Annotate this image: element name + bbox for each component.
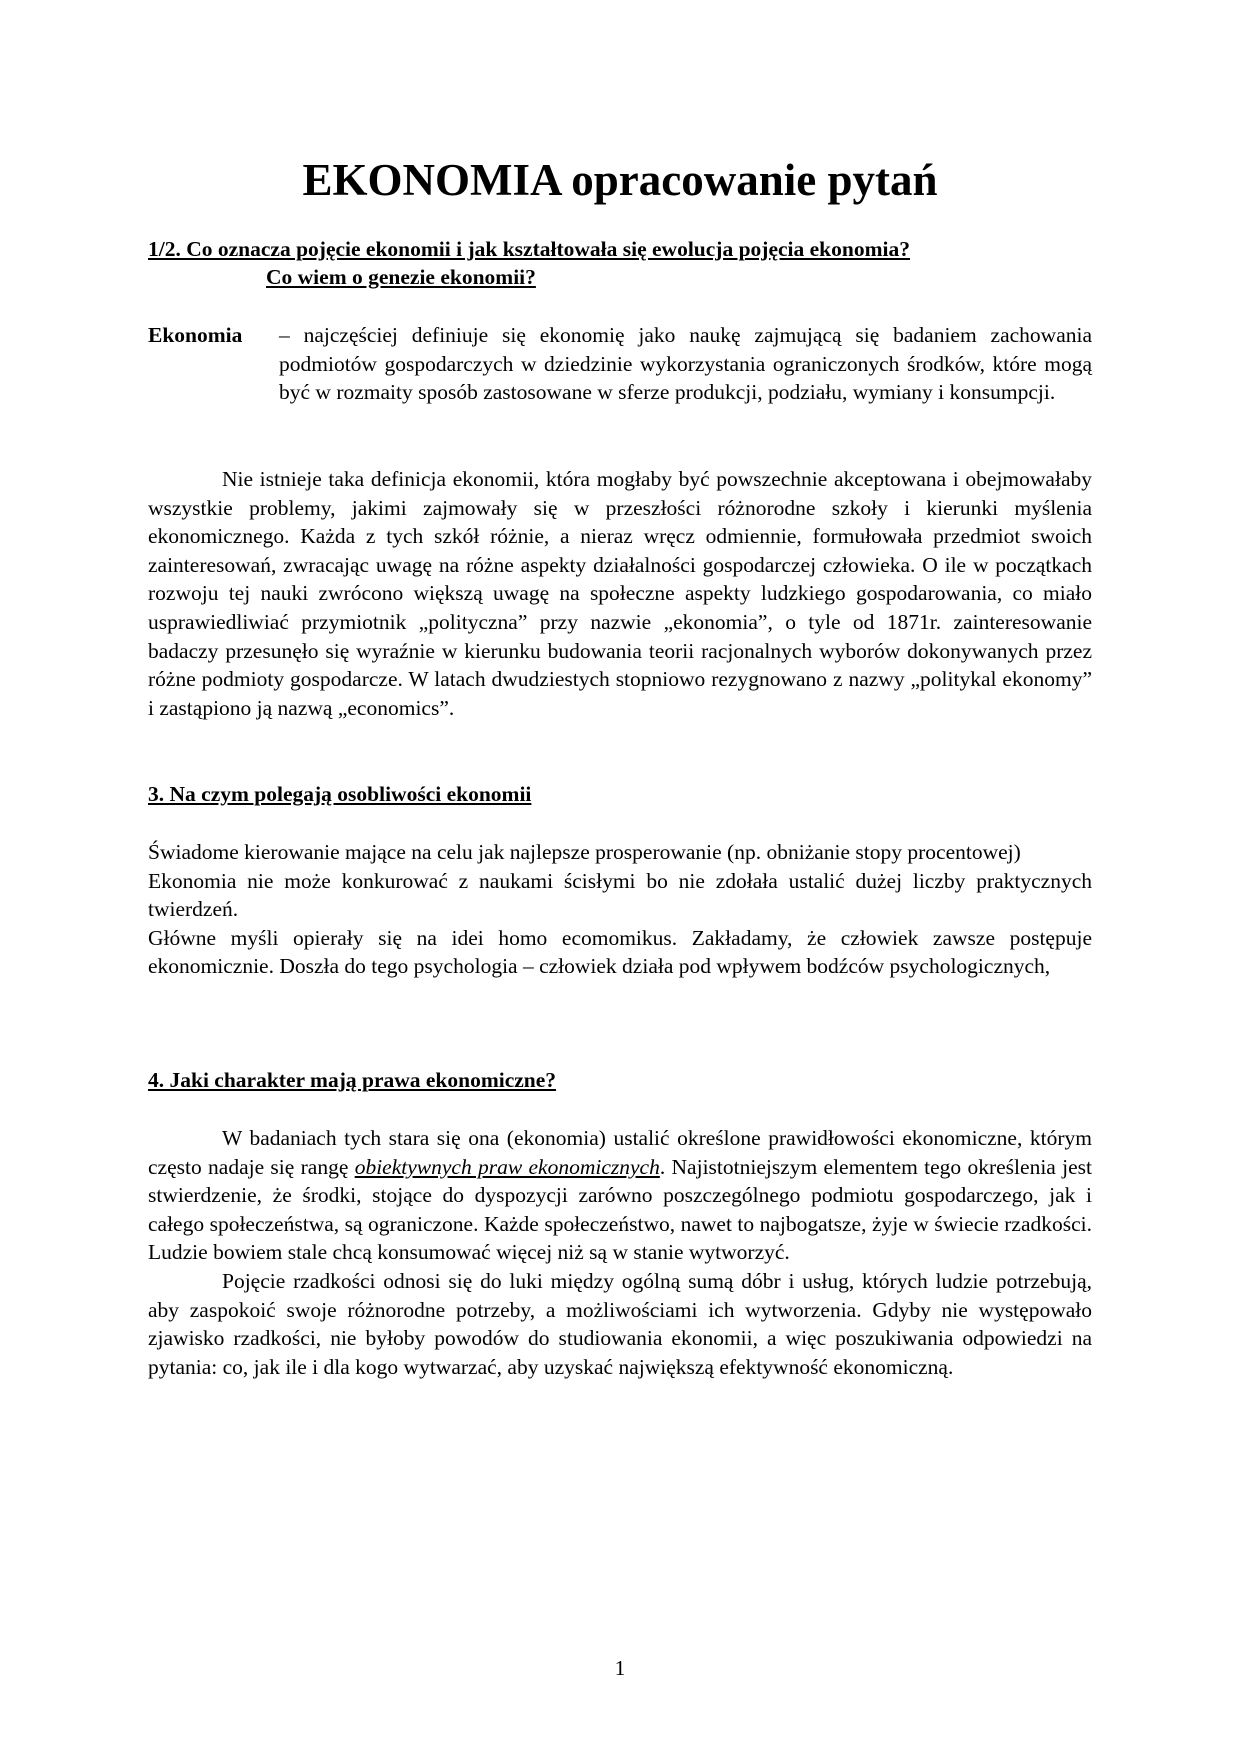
page-number: 1 [614,1656,626,1680]
section-heading-1-2-line1: 1/2. Co oznacza pojęcie ekonomii i jak kształtowała się ewolucja pojęcia ekonomia? [148,237,910,261]
page-title: EKONOMIA opracowanie pytań [302,155,938,205]
section-heading-3: 3. Na czym polegają osobliwości ekonomii [148,782,532,806]
section-heading-4: 4. Jaki charakter mają prawa ekonomiczne? [148,1068,557,1092]
section-3-text [148,838,1092,981]
objective-laws-link[interactable]: obiektywnych praw ekonomicznych [354,1154,660,1179]
section-heading-1-2 [148,235,1092,291]
section-4-paragraph-1 [148,1124,1092,1267]
definition-term: Ekonomia [148,323,243,347]
section-3-line: Świadome kierowanie mające na celu jak najlepsze prosperowanie (np. obniżanie stopy procentowej) [148,840,1021,864]
paragraph-definitions-history: Nie istnieje taka definicja ekonomii, która mogłaby być powszechnie akceptowana i obejmowałaby wszystkie problemy, jakimi zajmowały się w przeszłości różnorodne szkoły i kierunki myślenia ekonomicznego. Każda z tych szkół różnie, a nieraz wręcz odmiennie, formułowała przedmiot swoich zainteresowań, zwracając uwagę na różne aspekty działalności gospodarczej człowieka. O ile w początkach rozwoju tej nauki zwrócono większą uwagę na społeczne aspekty ludzkiego gospodarowania, co miało usprawiedliwiać przymiotnik „polityczna” przy nazwie „ekonomia”, o tyle od 1871r. zainteresowanie badaczy przesunęło się wyraźnie w kierunku budowania teorii racjonalnych wyborów dokonywanych przez różne podmioty gospodarcze. W latach dwudziestych stopniowo rezygnowano z nazwy „politykal ekonomy” i zastąpiono ją nazwą „economics”. [148,467,1092,720]
section-4-paragraph-1-end: . Najistotniejszym elementem tego określenia jest stwierdzenie, że środki, stojące do dyspozycji zarówno poszczególnego podmiotu gospodarczego, jak i całego społeczeństwa, są ograniczone. Każde społeczeństwo, nawet to najbogatsze, żyje w świecie rzadkości. Ludzie bowiem stale chcą konsumować więcej niż są w stanie wytworzyć. [148,1154,1092,1265]
section-4-text [148,1124,1092,1381]
section-3-line: Główne myśli opierały się na idei homo ecomomikus. Zakładamy, że człowiek zawsze postępuje ekonomicznie. Doszła do tego psychologia – człowiek działa pod wpływem bodźców psychologicznych, [148,925,1092,979]
section-3-line: Ekonomia nie może konkurować z naukami ścisłymi bo nie zdołała ustalić dużej liczby praktycznych twierdzeń. [148,868,1092,922]
definition-text: – najczęściej definiuje się ekonomię jako naukę zajmującą się badaniem zachowania podmiotów gospodarczych w dziedzinie wykorzystania ograniczonych środków, które mogą być w rozmaity sposób zastosowane w sferze produkcji, podziału, wymiany i konsumpcji. [279,323,1092,405]
definition-block [148,321,1092,407]
section-heading-1-2-line2: Co wiem o genezie ekonomii? [266,265,536,289]
section-4-paragraph-1-start: W badaniach tych stara się ona (ekonomia) ustalić określone prawidłowości ekonomiczne, którym często nadaje się rangę [148,1126,1092,1179]
section-4-paragraph-2: Pojęcie rzadkości odnosi się do luki między ogólną sumą dóbr i usług, których ludzie potrzebują, aby zaspokoić swoje różnorodne potrzeby, a możliwościami ich wytworzenia. Gdyby nie występowało zjawisko rzadkości, nie byłoby powodów do studiowania ekonomii, a więc poszukiwania odpowiedzi na pytania: co, jak ile i dla kogo wytwarzać, aby uzyskać największą efektywność ekonomiczną. [148,1268,1092,1379]
